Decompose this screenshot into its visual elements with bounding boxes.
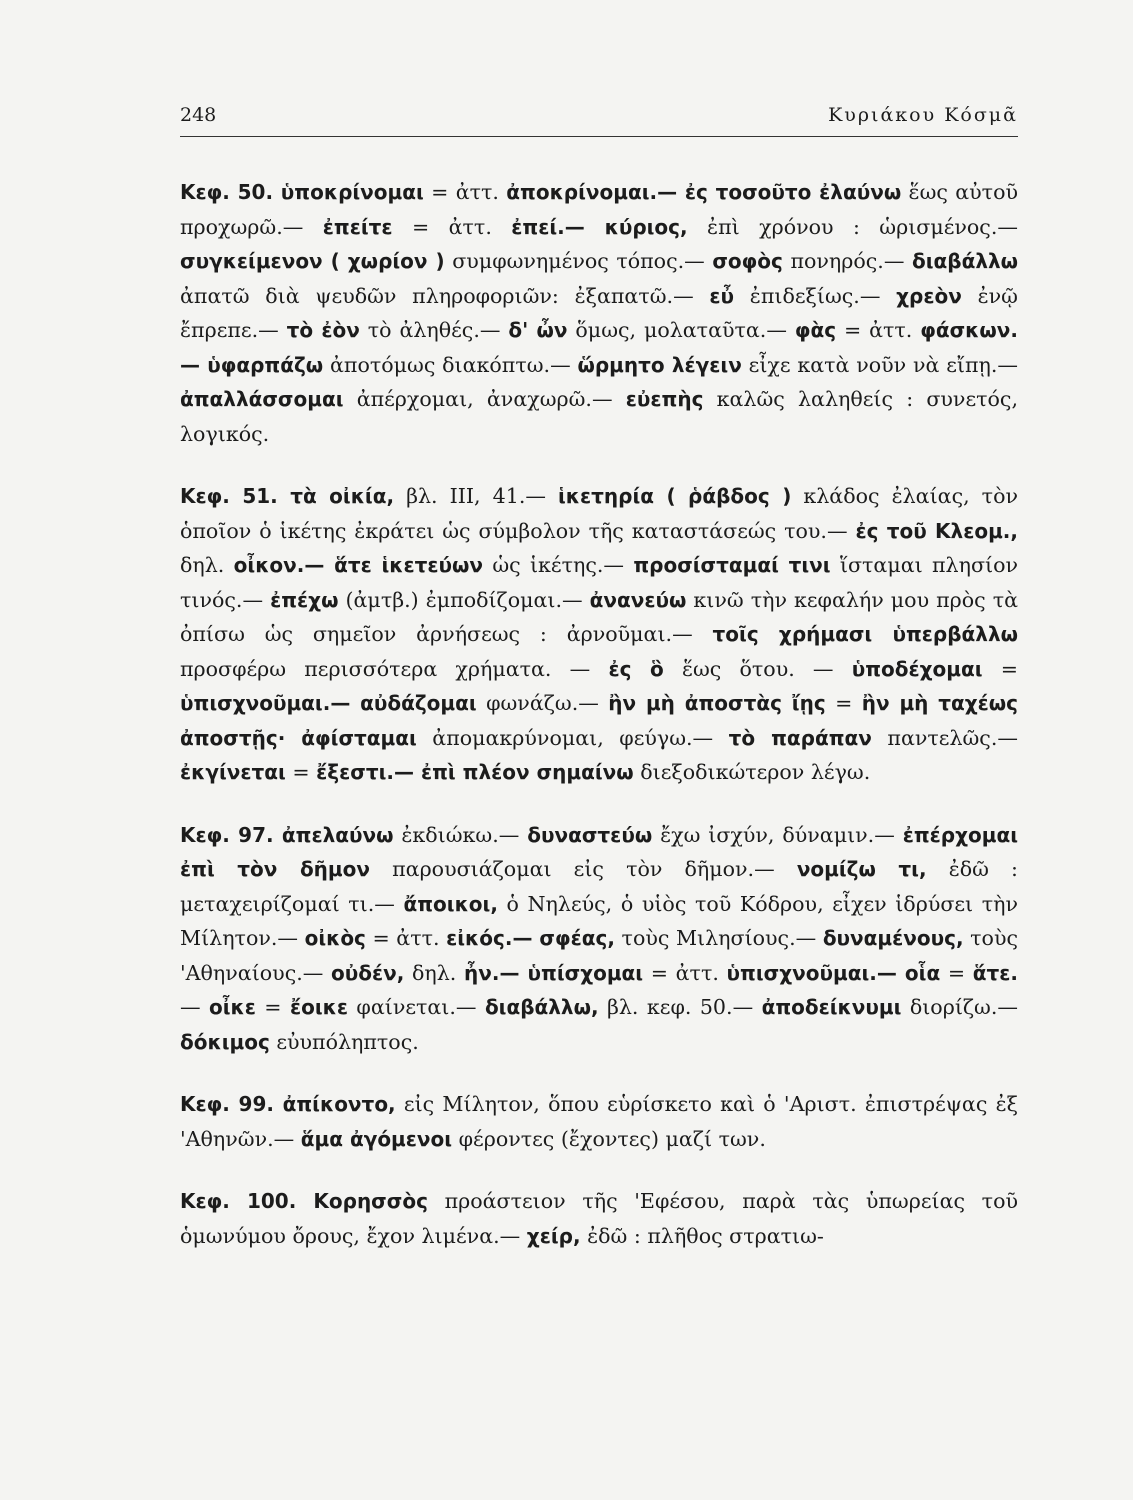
- lemma-term: Κεφ. 51. τὰ οἰκία,: [180, 484, 395, 508]
- gloss-text: εἶχε κατὰ νοῦν νὰ εἴπῃ.—: [741, 352, 1018, 377]
- gloss-text: κλάδος ἐλαίας, τὸν ὁποῖον ὁ ἱκέτης ἐκράτει ὡς σύμβολον τῆς καταστάσεώς του.—: [180, 484, 1018, 543]
- lemma-term: ἅτε.: [972, 960, 1018, 985]
- paragraph-kef-51: [180, 479, 1018, 790]
- gloss-text: ἕως ὅτου. —: [663, 656, 852, 681]
- lemma-term: οἶκε: [209, 995, 256, 1019]
- lemma-term: Κεφ. 50. ὑποκρίνομαι: [180, 180, 424, 204]
- gloss-text: (ἀμτβ.) ἐμποδίζομαι.—: [338, 587, 590, 612]
- gloss-text: δηλ.: [404, 960, 464, 985]
- gloss-text: ὡς ἱκέτης.—: [483, 553, 634, 577]
- lemma-term: Κεφ. 99. ἀπίκοντο,: [180, 1092, 396, 1116]
- gloss-text: =: [285, 760, 317, 784]
- gloss-text: = ἀττ.: [643, 960, 727, 985]
- lemma-term: ὥρμητο λέγειν: [577, 352, 742, 377]
- lemma-term: ἢν μὴ ταχέως ἀποστῇς· ἀφίσταμαι: [180, 691, 1018, 750]
- gloss-text: καλῶς λαληθείς : συνετός, λογικός.: [180, 387, 1018, 446]
- lemma-term: τὸ παράπαν: [728, 725, 872, 750]
- lemma-term: ἐκγίνεται: [180, 760, 286, 784]
- lemma-term: Κεφ. 100. Κορησσὸς: [180, 1189, 428, 1213]
- lemma-term: ἄποικοι,: [403, 891, 498, 916]
- gloss-text: =: [825, 691, 862, 715]
- lemma-term: οἶκον.— ἅτε ἱκετεύων: [233, 553, 484, 577]
- lemma-term: δ' ὦν: [508, 318, 568, 342]
- gloss-text: = ἀττ.: [392, 214, 512, 239]
- lemma-term: προσίσταμαί τινι: [633, 553, 831, 577]
- gloss-text: = ἀττ.: [365, 926, 447, 950]
- gloss-text: παρουσιάζομαι εἰς τὸν δῆμον.—: [370, 857, 797, 881]
- gloss-text: βλ. ΙΙΙ, 41.—: [394, 484, 558, 508]
- gloss-text: ἐδῶ : πλῆθος στρατιω-: [580, 1223, 824, 1248]
- lemma-term: ὑπισχνοῦμαι.— αὐδάζομαι: [180, 691, 477, 715]
- gloss-text: πονηρός.—: [782, 249, 912, 273]
- lemma-term: ἐπέχω: [270, 587, 339, 612]
- gloss-text: ἐνῷ ἔπρεπε.—: [180, 283, 1018, 342]
- gloss-text: =: [255, 995, 290, 1019]
- lemma-term: ἱκετηρία ( ῥάβδος ): [558, 484, 792, 508]
- gloss-text: ἀπατῶ διὰ ψευδῶν πληροφοριῶν: ἐξαπατῶ.—: [180, 283, 710, 308]
- gloss-text: ἀπέρχομαι, ἀναχωρῶ.—: [343, 387, 626, 411]
- gloss-text: συμφωνημένος τόπος.—: [444, 249, 713, 273]
- lemma-term: ἐς τοῦ Κλεομ.,: [855, 518, 1018, 543]
- gloss-text: κινῶ τὴν κεφαλήν μου πρὸς τὰ ὀπίσω ὡς σημεῖον ἀρνήσεως : ἀρνοῦμαι.—: [180, 587, 1019, 646]
- paragraph-kef-100: [180, 1184, 1018, 1253]
- gloss-text: ἵσταμαι πλησίον τινός.—: [180, 553, 1018, 612]
- paragraph-kef-99: [180, 1087, 1018, 1156]
- page: [180, 100, 1018, 1281]
- gloss-text: εὐυπόληπτος.: [269, 1029, 419, 1054]
- running-head: Κυριάκου Κόσμᾶ: [828, 104, 1018, 126]
- lemma-term: ἐπείτε: [322, 214, 393, 239]
- lemma-term: διαβάλλω,: [484, 995, 599, 1019]
- lemma-term: οὐδέν,: [331, 960, 405, 985]
- gloss-text: =: [940, 960, 973, 985]
- lemma-term: φὰς: [794, 318, 837, 342]
- lemma-term: νομίζω τι,: [796, 857, 927, 881]
- gloss-text: παντελῶς.—: [871, 725, 1018, 750]
- lemma-term: ἐς ὃ: [608, 656, 664, 681]
- gloss-text: =: [982, 656, 1018, 681]
- gloss-text: ἀποτόμως διακόπτω.—: [323, 352, 578, 377]
- page-header: [180, 100, 1018, 137]
- lemma-term: δυναμένους,: [822, 926, 964, 950]
- lemma-term: ἔξεστι.— ἐπὶ πλέον σημαίνω: [316, 760, 634, 784]
- lemma-term: ἐπεί.— κύριος,: [511, 214, 688, 239]
- gloss-text: ὅμως, μολαταῦτα.—: [567, 318, 795, 342]
- gloss-text: ἐπὶ χρόνου : ὡρισμένος.—: [687, 214, 1018, 239]
- lemma-term: ἔοικε: [289, 995, 348, 1019]
- commentary-body: [180, 175, 1018, 1253]
- lemma-term: ἀποκρίνομαι.— ἐς τοσοῦτο ἐλαύνω: [506, 180, 902, 204]
- gloss-text: φαίνεται.—: [348, 995, 485, 1019]
- lemma-term: Κεφ. 97. ἀπελαύνω: [180, 822, 394, 847]
- gloss-text: εἰς Μίλητον, ὅπου εὑρίσκετο καὶ ὁ 'Αριστ. ἐπιστρέψας ἐξ 'Αθηνῶν.—: [180, 1092, 1018, 1151]
- paragraph-kef-97: [180, 818, 1018, 1060]
- gloss-text: διεξοδικώτερον λέγω.: [633, 760, 871, 784]
- lemma-term: οἰκὸς: [304, 926, 366, 950]
- lemma-term: συγκείμενον ( χωρίον ): [180, 249, 445, 273]
- lemma-term: εὐεπὴς: [625, 387, 704, 411]
- gloss-text: δηλ.: [180, 553, 234, 577]
- gloss-text: προάστειον τῆς 'Εφέσου, παρὰ τὰς ὑπωρείας τοῦ ὁμωνύμου ὄρους, ἔχον λιμένα.—: [180, 1189, 1018, 1248]
- gloss-text: = ἀττ.: [423, 180, 507, 204]
- gloss-text: —: [180, 995, 210, 1019]
- lemma-term: χρεὸν: [896, 283, 962, 308]
- lemma-term: εἰκός.— σφέας,: [446, 926, 615, 950]
- gloss-text: τὸ ἀληθές.—: [359, 318, 509, 342]
- lemma-term: δυναστεύω: [527, 822, 653, 847]
- page-number: 248: [180, 104, 217, 126]
- gloss-text: ὁ Νηλεύς, ὁ υἱὸς τοῦ Κόδρου, εἶχεν ἱδρύσει τὴν Μίλητον.—: [180, 891, 1018, 950]
- lemma-term: δόκιμος: [180, 1029, 270, 1054]
- gloss-text: προσφέρω περισσότερα χρήματα. —: [180, 656, 609, 681]
- gloss-text: ἐπιδεξίως.—: [734, 283, 897, 308]
- lemma-term: ἀπαλλάσσομαι: [180, 387, 344, 411]
- lemma-term: ἦν.— ὑπίσχομαι: [463, 960, 644, 985]
- lemma-term: χείρ,: [526, 1223, 581, 1248]
- gloss-text: τοὺς 'Αθηναίους.—: [180, 926, 1019, 985]
- gloss-text: τοὺς Μιλησίους.—: [614, 926, 823, 950]
- lemma-term: ἐπέρχομαι ἐπὶ τὸν δῆμον: [180, 822, 1018, 881]
- lemma-term: ἅμα ἀγόμενοι: [300, 1126, 453, 1151]
- gloss-text: βλ. κεφ. 50.—: [598, 995, 762, 1019]
- gloss-text: φωνάζω.—: [476, 691, 609, 715]
- lemma-term: σοφὸς: [712, 249, 783, 273]
- lemma-term: διαβάλλω: [911, 249, 1019, 273]
- lemma-term: εὖ: [709, 283, 735, 308]
- lemma-term: ὑποδέχομαι: [851, 656, 983, 681]
- gloss-text: φέροντες (ἔχοντες) μαζί των.: [452, 1126, 766, 1151]
- gloss-text: ἔχω ἰσχύν, δύναμιν.—: [652, 822, 903, 847]
- lemma-term: ὑπισχνοῦμαι.— οἷα: [726, 960, 941, 985]
- gloss-text: ἐκδιώκω.—: [393, 822, 528, 847]
- paragraph-kef-50: [180, 175, 1018, 451]
- gloss-text: ἕως αὐτοῦ προχωρῶ.—: [180, 180, 1018, 239]
- lemma-term: ἀποδείκνυμι: [761, 995, 902, 1019]
- lemma-term: τὸ ἐὸν: [286, 318, 360, 342]
- gloss-text: ἀπομακρύνομαι, φεύγω.—: [416, 725, 729, 750]
- gloss-text: διορίζω.—: [901, 995, 1018, 1019]
- gloss-text: = ἀττ.: [836, 318, 921, 342]
- lemma-term: ἢν μὴ ἀποστὰς ἴῃς: [608, 691, 826, 715]
- lemma-term: φάσκων.— ὑφαρπάζω: [180, 318, 1018, 377]
- lemma-term: τοῖς χρήμασι ὑπερβάλλω: [712, 622, 1018, 646]
- gloss-text: ἐδῶ : μεταχειρίζομαί τι.—: [180, 857, 1018, 916]
- lemma-term: ἀνανεύω: [589, 587, 687, 612]
